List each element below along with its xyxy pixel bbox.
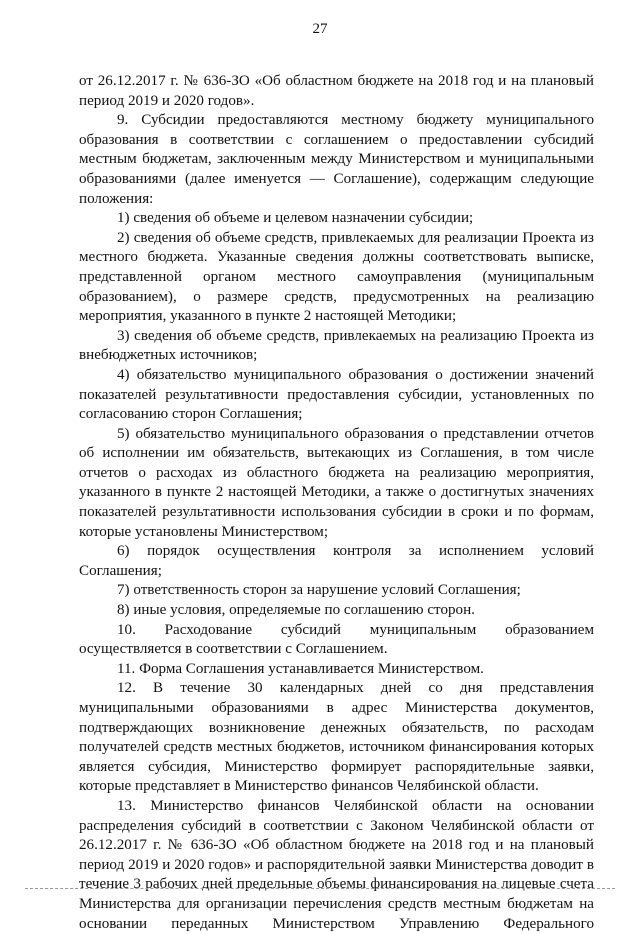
paragraph-subitem-7: 7) ответственность сторон за нарушение условий Соглашения; [117, 582, 521, 599]
paragraph-item-9: 9. Субсидии предоставляются местному бюджету муниципального образования в соответствии с соглашением о предоставлении субсидий местным бюджетам, заключенным между Министерством и муниципальными образованиями (далее именуется — Соглашение), содержащим следующие положения: [79, 112, 594, 207]
paragraph-subitem-2: 2) сведения об объеме средств, привлекаемых для реализации Проекта из местного бюджета. Указанные сведения должны соответствовать выписке, представленной органом местного самоуправления (муниципальным образованием), о размере средств, предусмотренных на реализацию мероприятия, указанного в пункте 2 настоящей Методики; [79, 229, 594, 325]
paragraph-subitem-3: 3) сведения об объеме средств, привлекаемых на реализацию Проекта из внебюджетных источников; [79, 327, 594, 364]
paragraph-item-10: 10. Расходование субсидий муниципальным образованием осуществляется в соответствии с Соглашением. [79, 621, 594, 658]
paragraph-subitem-4: 4) обязательство муниципального образования о достижении значений показателей результативности предоставления субсидии, установленных по согласованию сторон Соглашения; [79, 366, 594, 423]
paragraph-subitem-6: 6) порядок осуществления контроля за исполнением условий Соглашения; [79, 543, 594, 579]
paragraph-item-13: 13. Министерство финансов Челябинской области на основании распределения субсидий в соответствии с Законом Челябинской области от 26.12.2017 г. № 636-ЗО «Об областном бюджете на 2018 год и на плановый период 2019 и 2020 годов» и распорядительной заявки Министерства доводит в течение 3 рабочих дней предельные объемы финансирования на лицевые счета Министерства для организации перечисления средств местным бюджетам на основании переданных Министерством Управлению Федерального [79, 797, 594, 932]
page-number: 27 [312, 21, 328, 37]
paragraph-item-11: 11. Форма Соглашения устанавливается Министерством. [117, 660, 484, 677]
paragraph-subitem-5: 5) обязательство муниципального образования о представлении отчетов об исполнении им обязательств, вытекающих из Соглашения, в том числе отчетов о расходах из областного бюджета на реализацию мероприятия, указанного в пункте 2 настоящей Методики, а также о достигнутых значениях показателей результативности использования субсидии в сроки и по формам, которые установлены Министерством; [79, 425, 594, 540]
paragraph-continuation: от 26.12.2017 г. № 636-ЗО «Об областном бюджете на 2018 год и на плановый период 2019 и 2020 годов». [79, 73, 594, 109]
document-body [79, 72, 594, 934]
footer-divider [25, 888, 615, 889]
paragraph-subitem-1: 1) сведения об объеме и целевом назначении субсидии; [117, 210, 474, 227]
paragraph-item-12: 12. В течение 30 календарных дней со дня представления муниципальными образованиями в адрес Министерства документов, подтверждающих возникновение денежных обязательств, по расходам получателей средств местных бюджетов, источником финансирования которых является субсидия, Министерство формирует распорядительные заявки, которые представляет в Министерство финансов Челябинской области. [79, 680, 594, 795]
paragraph-subitem-8: 8) иные условия, определяемые по соглашению сторон. [117, 602, 475, 619]
